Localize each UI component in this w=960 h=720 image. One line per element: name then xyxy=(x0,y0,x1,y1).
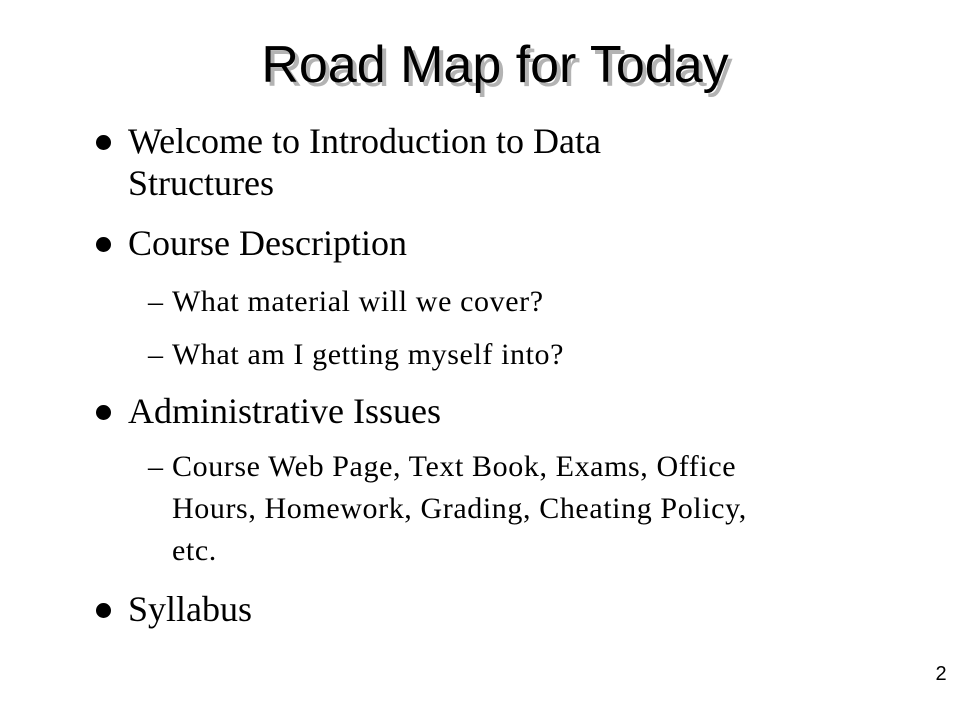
slide-title: Road Map for Today xyxy=(261,36,729,94)
bullet-text: Course Description xyxy=(128,223,407,263)
sub-bullet-text xyxy=(172,446,872,572)
bullet-dot-icon xyxy=(96,135,111,150)
bullet-text-line: Welcome to Introduction to Data xyxy=(128,121,601,161)
sub-bullet-text-line: Course Web Page, Text Book, Exams, Office xyxy=(172,450,737,483)
dash-marker: – xyxy=(148,450,164,483)
bullet-text: Syllabus xyxy=(128,589,253,629)
bullet-text xyxy=(128,120,848,204)
sub-bullet-text: What material will we cover? xyxy=(172,285,544,318)
bullet-text-line: Structures xyxy=(128,163,274,203)
bullet-dot-icon xyxy=(96,405,111,420)
sub-bullet-text: What am I getting myself into? xyxy=(172,338,565,371)
sub-bullet-text-line: etc. xyxy=(172,534,217,567)
dash-marker: – xyxy=(148,285,164,318)
dash-marker: – xyxy=(148,338,164,371)
bullet-dot-icon xyxy=(96,603,111,618)
bullet-dot-icon xyxy=(96,237,111,252)
page-number: 2 xyxy=(935,663,947,685)
sub-bullet-text-line: Hours, Homework, Grading, Cheating Policy, xyxy=(172,492,747,525)
bullet-text: Administrative Issues xyxy=(128,391,441,431)
